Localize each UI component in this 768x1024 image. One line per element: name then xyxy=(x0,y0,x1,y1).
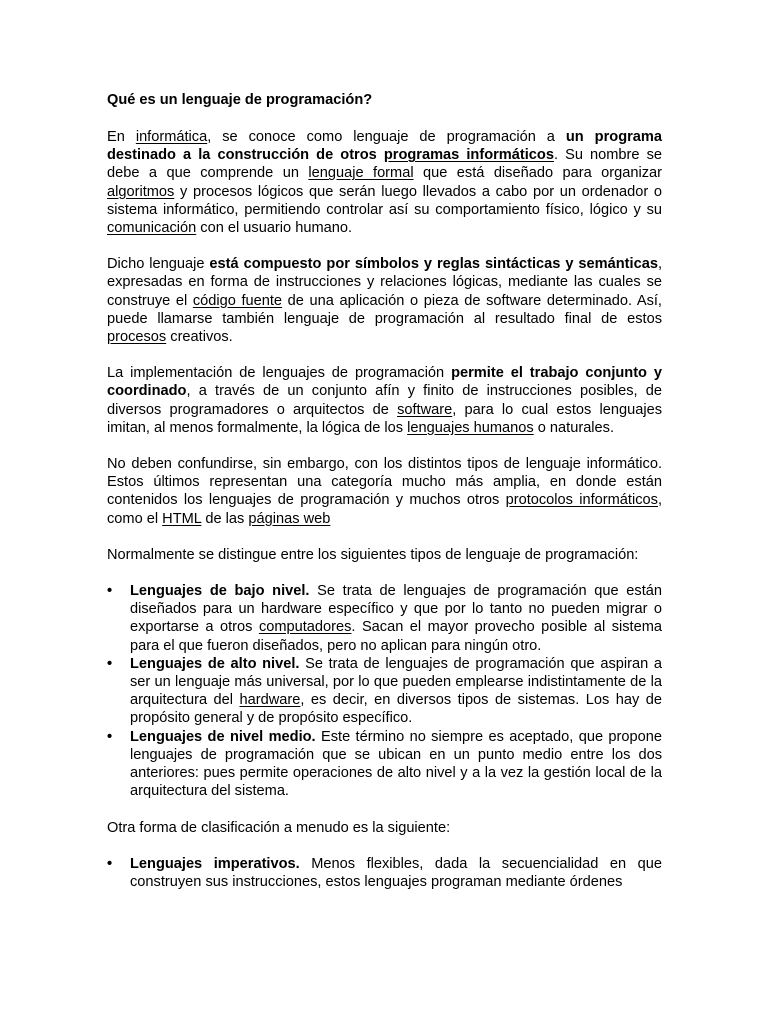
document-title: Qué es un lenguaje de programación? xyxy=(107,92,373,108)
bullet-icon: • xyxy=(107,583,113,600)
bullet-icon: • xyxy=(107,728,113,745)
link-algoritmos[interactable]: algoritmos xyxy=(107,183,175,200)
list-paradigms xyxy=(107,855,662,891)
list-item: • Lenguajes de nivel medio. Este término no siempre es aceptado, que propone lenguajes de programación que se ubican en un punto medio entre los dos anteriores: pues permite operaciones de alto nivel y a la vez la gestión local de la arquitectura del sistema. xyxy=(107,728,662,800)
paragraph-types-intro: Normalmente se distingue entre los siguientes tipos de lenguaje de programación: xyxy=(107,546,639,563)
link-procesos[interactable]: procesos xyxy=(107,329,167,346)
link-codigo-fuente[interactable]: código fuente xyxy=(192,292,283,309)
link-html[interactable]: HTML xyxy=(162,510,202,527)
link-hardware[interactable]: hardware xyxy=(239,692,301,709)
link-lenguaje-formal[interactable]: lenguaje formal xyxy=(308,165,414,182)
list-item: • Lenguajes imperativos. Menos flexibles, dada la secuencialidad en que construyen sus instrucciones, estos lenguajes programan mediante órdenes xyxy=(107,855,662,890)
bullet-icon: • xyxy=(107,655,113,672)
paragraph-definition: En informática, se conoce como lenguaje de programación a un programa destinado a la construcción de otros programas informáticos. Su nombre se debe a que comprende un lenguaje formal que está diseñado para organizar algoritmos y procesos lógicos que serán luego llevados a cabo por un ordenador o sistema informático, permitiendo controlar así su comportamiento físico, lógico y su comunicación con el usuario humano. xyxy=(107,129,663,237)
paragraph-classification-intro: Otra forma de clasificación a menudo es la siguiente: xyxy=(107,819,451,836)
bullet-icon: • xyxy=(107,855,113,872)
link-paginas-web[interactable]: páginas web xyxy=(248,510,331,527)
link-informatica[interactable]: informática xyxy=(135,129,208,145)
link-software[interactable]: software xyxy=(397,401,453,418)
link-comunicacion[interactable]: comunicación xyxy=(107,220,197,237)
list-levels xyxy=(107,582,662,800)
link-computadores[interactable]: computadores xyxy=(258,619,352,636)
list-item: • Lenguajes de alto nivel. Se trata de lenguajes de programación que aspiran a ser un lenguaje más universal, por lo que pueden emplearse indistintamente de la arquitectura del hardware, es decir, en diversos tipos de sistemas. Los hay de propósito general y de propósito específico. xyxy=(107,655,663,727)
link-lenguajes-humanos[interactable]: lenguajes humanos xyxy=(407,419,534,436)
paragraph-composition: Dicho lenguaje está compuesto por símbolos y reglas sintácticas y semánticas, expresadas en forma de instrucciones y relaciones lógicas, mediante las cuales se construye el código fuente de una aplicación o pieza de software determinado. Así, puede llamarse también lenguaje de programación al resultado final de estos procesos creativos. xyxy=(107,256,662,346)
link-programas-informaticos[interactable]: programas informáticos xyxy=(383,147,554,164)
link-protocolos-informaticos[interactable]: protocolos informáticos xyxy=(505,492,658,509)
paragraph-implementation: La implementación de lenguajes de programación permite el trabajo conjunto y coordinado, a través de un conjunto afín y finito de instrucciones posibles, de diversos programadores o arquitectos de software, para lo cual estos lenguajes imitan, al menos formalmente, la lógica de los lenguajes humanos o naturales. xyxy=(107,365,662,436)
list-item: • Lenguajes de bajo nivel. Se trata de lenguajes de programación que están diseñados para un hardware específico y que por lo tanto no pueden migrar o exportarse a otros computadores. Sacan el mayor provecho posible al sistema para el que fueron diseñados, pero no aplican para ningún otro. xyxy=(107,583,662,654)
paragraph-distinction: No deben confundirse, sin embargo, con los distintos tipos de lenguaje informático. Estos últimos representan una categoría mucho más amplia, en donde están contenidos los lenguajes de programación y muchos otros protocolos informáticos, como el HTML de las páginas web xyxy=(107,456,662,527)
